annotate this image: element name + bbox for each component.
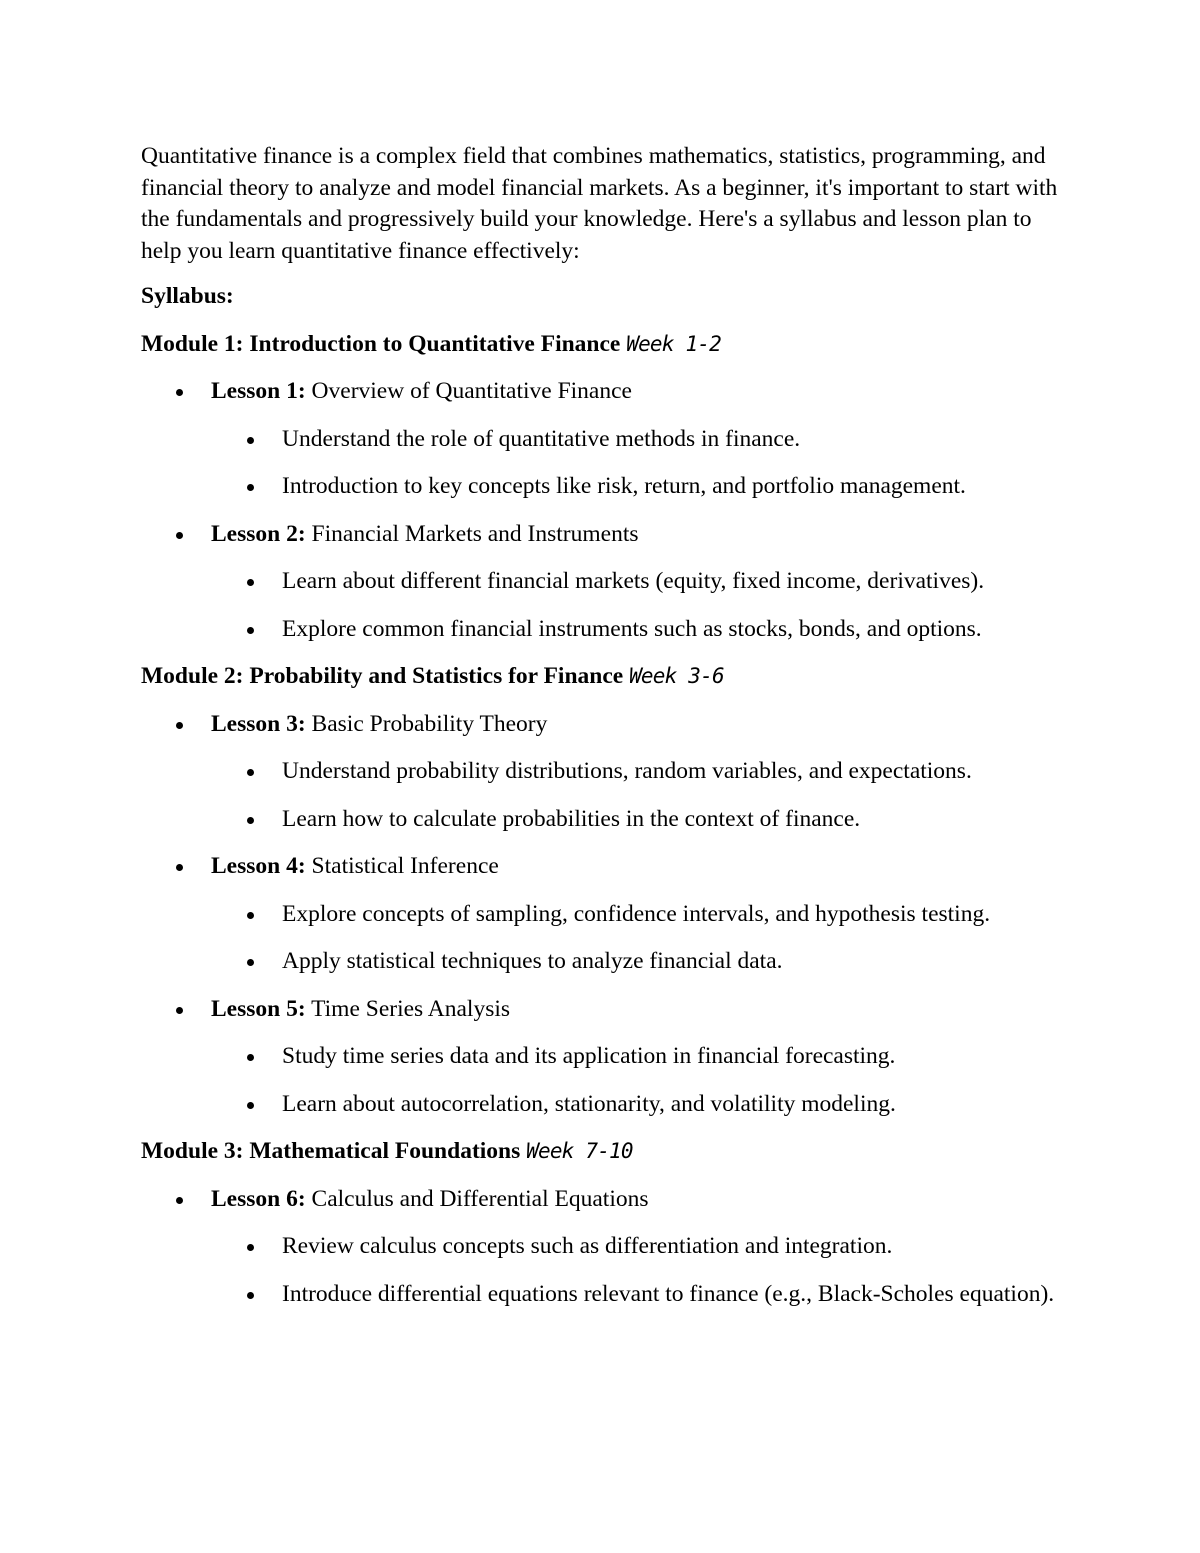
lesson-label: Lesson 6:: [211, 1185, 306, 1212]
bullet-icon: [176, 389, 183, 396]
lesson-item: [141, 519, 1061, 551]
topic-group: [141, 899, 1061, 978]
topic-item: [141, 1231, 1061, 1263]
lesson-item: [141, 709, 1061, 741]
topic-group: [141, 1231, 1061, 1310]
topic-text: Study time series data and its application in financial forecasting.: [282, 1043, 896, 1069]
topic-text: Introduction to key concepts like risk, return, and portfolio management.: [282, 473, 966, 499]
lesson-list: [141, 709, 1061, 1121]
topic-item: [141, 756, 1061, 788]
topic-list: [141, 1041, 1061, 1120]
lesson-list: [141, 376, 1061, 645]
bullet-icon: [247, 484, 254, 491]
lesson-heading: [211, 994, 1061, 1026]
topic-group: [141, 756, 1061, 835]
topic-item: [141, 614, 1061, 646]
lesson-heading: [211, 519, 1061, 551]
topic-text: Introduce differential equations relevant to finance (e.g., Black-Scholes equation).: [282, 1280, 1055, 1307]
topic-list: [141, 899, 1061, 978]
module-week: Week 1-2: [626, 331, 721, 356]
lesson-label: Lesson 2:: [211, 520, 306, 547]
topic-list: [141, 566, 1061, 645]
topic-item: [141, 471, 1061, 503]
bullet-icon: [247, 1244, 254, 1251]
lesson-item: [141, 1184, 1061, 1216]
lesson-list: [141, 1184, 1061, 1311]
topic-list: [141, 424, 1061, 503]
topic-list: [141, 1231, 1061, 1310]
bullet-icon: [176, 722, 183, 729]
lesson-title: Overview of Quantitative Finance: [311, 378, 632, 404]
bullet-icon: [176, 1007, 183, 1014]
intro-paragraph: Quantitative finance is a complex field that combines mathematics, statistics, programming, and financial theory to analyze and model financial markets. As a beginner, it's important to start with the fundamentals and progressively build your knowledge. Here's a syllabus and lesson plan to help you learn quantitative finance effectively:: [141, 143, 1058, 264]
bullet-icon: [247, 817, 254, 824]
syllabus-heading: Syllabus:: [141, 283, 234, 309]
lesson-item: [141, 376, 1061, 408]
bullet-icon: [247, 1292, 254, 1299]
bullet-icon: [176, 1197, 183, 1204]
module-week: Week 3-6: [629, 664, 724, 688]
module-week: Week 7-10: [526, 1139, 633, 1163]
bullet-icon: [247, 627, 254, 634]
module-title: Module 1: Introduction to Quantitative Finance: [141, 330, 621, 357]
bullet-icon: [247, 912, 254, 919]
topic-item: [141, 804, 1061, 836]
topic-text: Explore common financial instruments such as stocks, bonds, and options.: [282, 615, 982, 642]
module-heading: [141, 661, 1061, 693]
bullet-icon: [176, 532, 183, 539]
bullet-icon: [247, 959, 254, 966]
topic-text: Explore concepts of sampling, confidence intervals, and hypothesis testing.: [282, 900, 991, 927]
lesson-label: Lesson 4:: [211, 853, 306, 879]
bullet-icon: [247, 579, 254, 586]
topic-text: Review calculus concepts such as differentiation and integration.: [282, 1233, 893, 1259]
topic-text: Understand probability distributions, random variables, and expectations.: [282, 758, 972, 784]
topic-group: [141, 1041, 1061, 1120]
bullet-icon: [247, 769, 254, 776]
topic-text: Apply statistical techniques to analyze financial data.: [282, 948, 783, 974]
module-title: Module 3: Mathematical Foundations: [141, 1138, 521, 1164]
topic-item: [141, 1279, 1061, 1311]
topic-item: [141, 1041, 1061, 1073]
lesson-title: Financial Markets and Instruments: [311, 520, 639, 547]
bullet-icon: [247, 1102, 254, 1109]
lesson-label: Lesson 5:: [211, 995, 306, 1022]
lesson-label: Lesson 3:: [211, 710, 306, 737]
document-body: [141, 141, 1061, 1326]
bullet-icon: [247, 437, 254, 444]
module-heading: [141, 1136, 1061, 1168]
module-title: Module 2: Probability and Statistics for Finance: [141, 663, 624, 689]
topic-item: [141, 424, 1061, 456]
topic-text: Learn how to calculate probabilities in the context of finance.: [282, 805, 861, 832]
lesson-title: Time Series Analysis: [311, 995, 511, 1022]
bullet-icon: [176, 864, 183, 871]
lesson-item: [141, 994, 1061, 1026]
lesson-heading: [211, 851, 1061, 883]
lesson-heading: [211, 1184, 1061, 1216]
topic-group: [141, 566, 1061, 645]
lesson-title: Basic Probability Theory: [311, 710, 548, 737]
module-heading: [141, 329, 1061, 361]
topic-text: Learn about different financial markets (equity, fixed income, derivatives).: [282, 568, 985, 594]
topic-item: [141, 946, 1061, 978]
module-list: [141, 329, 1061, 1311]
lesson-heading: [211, 709, 1061, 741]
topic-item: [141, 566, 1061, 598]
lesson-heading: [211, 376, 1061, 408]
topic-list: [141, 756, 1061, 835]
topic-group: [141, 424, 1061, 503]
lesson-title: Statistical Inference: [311, 853, 499, 879]
topic-item: [141, 899, 1061, 931]
lesson-label: Lesson 1:: [211, 378, 306, 404]
topic-text: Learn about autocorrelation, stationarity, and volatility modeling.: [282, 1090, 896, 1117]
lesson-title: Calculus and Differential Equations: [311, 1185, 649, 1212]
bullet-icon: [247, 1054, 254, 1061]
topic-item: [141, 1089, 1061, 1121]
lesson-item: [141, 851, 1061, 883]
topic-text: Understand the role of quantitative methods in finance.: [282, 425, 801, 452]
